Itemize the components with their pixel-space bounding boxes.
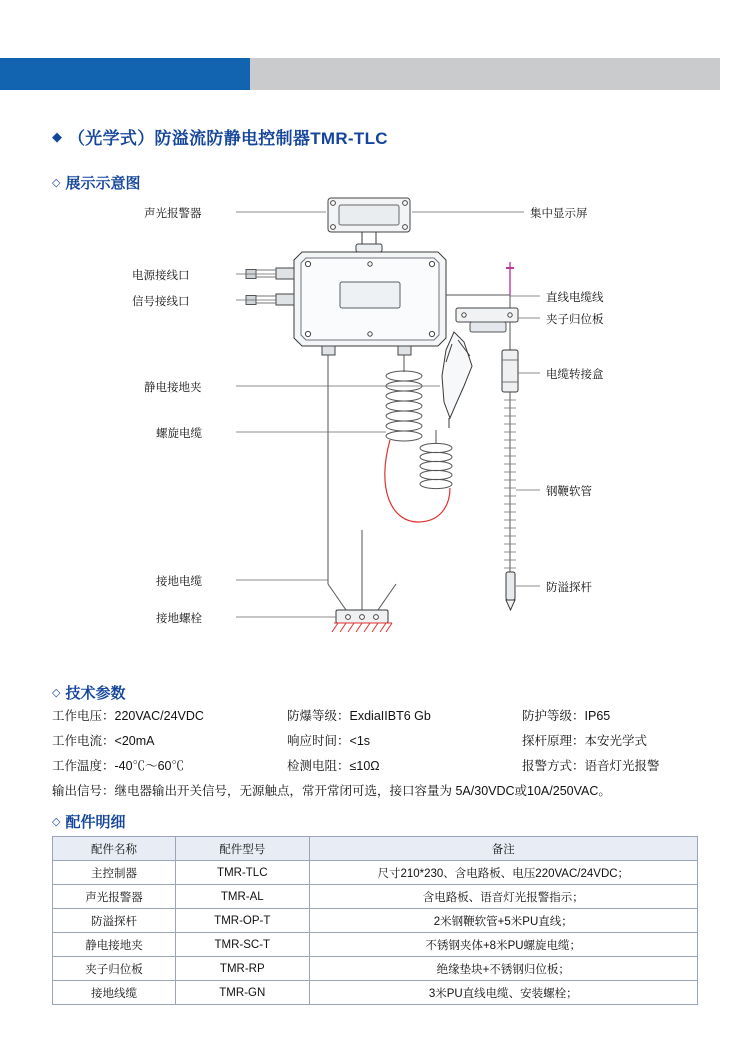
table-row xyxy=(53,885,698,909)
diagram-label-left-1: 电源接线口 xyxy=(132,270,190,282)
diagram-label-left-4: 螺旋电缆 xyxy=(156,428,202,440)
header-accent-bar-blue xyxy=(0,58,250,90)
page-title xyxy=(52,124,388,149)
param-value: -40℃～60℃ xyxy=(114,759,184,773)
cell-part-note: 尺寸210*230、含电路板、电压220VAC/24VDC； xyxy=(309,861,697,885)
param-value: ≤10Ω xyxy=(349,759,380,773)
param-value: 220VAC/24VDC xyxy=(114,709,204,723)
section-heading-params-text: 技术参数 xyxy=(65,685,126,702)
param-row xyxy=(52,756,712,774)
cell-part-note: 含电路板、语音灯光报警指示； xyxy=(309,885,697,909)
cell-part-name: 静电接地夹 xyxy=(53,933,176,957)
param-value: IP65 xyxy=(584,709,611,723)
param-value: <20mA xyxy=(114,734,155,748)
param-row xyxy=(52,731,712,749)
diagram-label-right-0: 集中显示屏 xyxy=(530,208,588,220)
product-schematic-diagram xyxy=(40,190,720,670)
param-value: 本安光学式 xyxy=(584,734,648,748)
diagram-label-right-4: 钢鞭软管 xyxy=(546,486,592,498)
param-cell xyxy=(287,706,522,724)
cell-part-note: 绝缘垫块+不锈钢归位板； xyxy=(309,957,697,981)
page-header xyxy=(0,58,750,90)
table-row xyxy=(53,957,698,981)
param-cell xyxy=(287,731,522,749)
table-row xyxy=(53,933,698,957)
cell-part-name: 防溢探杆 xyxy=(53,909,176,933)
param-output-text: 输出信号：继电器输出开关信号，无源触点，常开常闭可选，接口容量为 5A/30VDC或10A/250VAC。 xyxy=(52,784,611,798)
param-label: 工作电流： xyxy=(52,734,115,748)
cell-part-note: 3米PU直线电缆、安装螺栓； xyxy=(309,981,697,1005)
cell-part-model: TMR-GN xyxy=(176,981,309,1005)
param-row-output xyxy=(52,781,712,799)
table-header-cell: 配件型号 xyxy=(176,837,309,861)
section-heading-parts-text: 配件明细 xyxy=(65,814,126,831)
table-row xyxy=(53,909,698,933)
param-label: 防爆等级： xyxy=(287,709,350,723)
technical-parameters xyxy=(52,706,712,806)
table-row xyxy=(53,861,698,885)
cell-part-name: 接地线缆 xyxy=(53,981,176,1005)
page-title-text: （光学式）防溢流防静电控制器TMR-TLC xyxy=(68,129,388,148)
cell-part-model: TMR-SC-T xyxy=(176,933,309,957)
param-cell xyxy=(522,706,712,724)
parts-table xyxy=(52,836,698,1005)
param-cell xyxy=(522,756,712,774)
param-value: ExdiaIIBT6 Gb xyxy=(349,709,431,723)
diagram-label-right-2: 夹子归位板 xyxy=(546,314,604,326)
cell-part-model: TMR-TLC xyxy=(176,861,309,885)
param-label: 防护等级： xyxy=(522,709,585,723)
diagram-label-left-2: 信号接线口 xyxy=(132,296,190,308)
param-label: 探杆原理： xyxy=(522,734,585,748)
section-heading-parts xyxy=(52,811,125,832)
diagram-label-right-5: 防溢探杆 xyxy=(546,582,592,594)
param-row xyxy=(52,706,712,724)
cell-part-name: 声光报警器 xyxy=(53,885,176,909)
cell-part-note: 不锈钢夹体+8米PU螺旋电缆； xyxy=(309,933,697,957)
param-cell xyxy=(52,731,287,749)
cell-part-model: TMR-AL xyxy=(176,885,309,909)
param-cell xyxy=(287,756,522,774)
diagram-label-left-0: 声光报警器 xyxy=(144,208,202,220)
param-value: <1s xyxy=(349,734,371,748)
diagram-label-left-6: 接地螺栓 xyxy=(156,613,202,625)
table-row xyxy=(53,981,698,1005)
diagram-label-right-1: 直线电缆线 xyxy=(546,292,604,304)
cell-part-name: 夹子归位板 xyxy=(53,957,176,981)
diamond-bullet-icon: ◆ xyxy=(52,129,62,144)
param-label: 响应时间： xyxy=(287,734,350,748)
param-cell xyxy=(52,756,287,774)
cell-part-name: 主控制器 xyxy=(53,861,176,885)
diagram-label-right-3: 电缆转接盒 xyxy=(546,369,604,381)
diamond-outline-icon: ◇ xyxy=(52,177,61,189)
diamond-outline-icon: ◇ xyxy=(52,687,61,699)
header-accent-bar-gray xyxy=(250,58,720,90)
diagram-label-left-3: 静电接地夹 xyxy=(144,382,202,394)
cell-part-model: TMR-RP xyxy=(176,957,309,981)
param-label: 报警方式： xyxy=(522,759,585,773)
param-label: 检测电阻： xyxy=(287,759,350,773)
table-header-row xyxy=(53,837,698,861)
diagram-label-left-5: 接地电缆 xyxy=(156,576,202,588)
param-cell xyxy=(522,731,712,749)
cell-part-note: 2米钢鞭软管+5米PU直线； xyxy=(309,909,697,933)
section-heading-diagram-text: 展示示意图 xyxy=(65,175,141,192)
table-header-cell: 配件名称 xyxy=(53,837,176,861)
param-cell xyxy=(52,706,287,724)
param-label: 工作温度： xyxy=(52,759,115,773)
param-value: 语音灯光报警 xyxy=(584,759,660,773)
cell-part-model: TMR-OP-T xyxy=(176,909,309,933)
table-header-cell: 备注 xyxy=(309,837,697,861)
schematic-svg xyxy=(40,190,720,670)
param-label: 工作电压： xyxy=(52,709,115,723)
diamond-outline-icon: ◇ xyxy=(52,816,61,828)
section-heading-params xyxy=(52,682,125,703)
